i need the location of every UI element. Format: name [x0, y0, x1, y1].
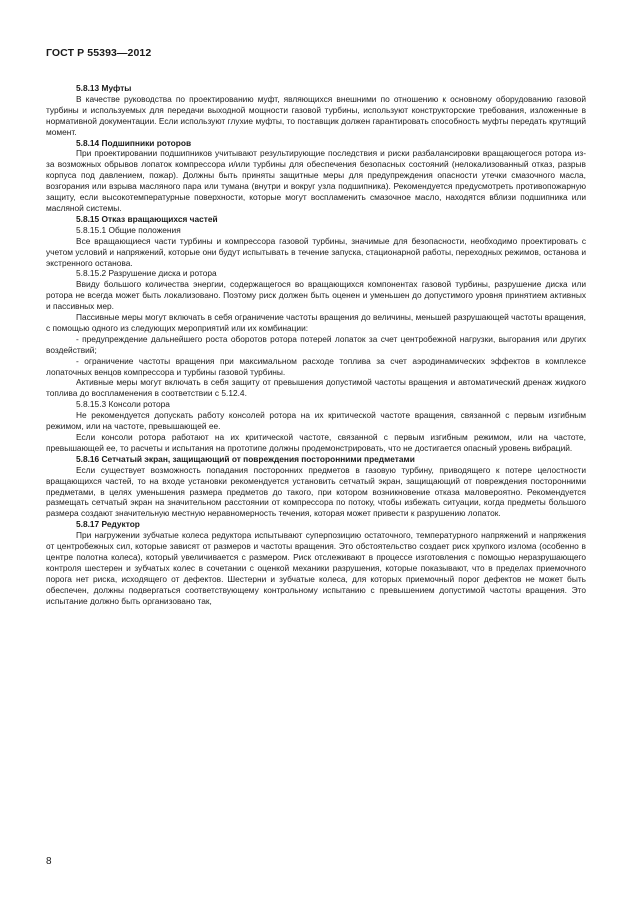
section-heading: 5.8.13 Муфты	[76, 83, 132, 93]
paragraph: Не рекомендуется допускать работу консолей ротора на их критической частоте вращения, связанной с первым изгибным режимом, или на частоте, превышающей ее.	[46, 410, 586, 432]
paragraph: Пассивные меры могут включать в себя ограничение частоты вращения до величины, меньшей разрушающей частоты вращения, с помощью одного из следующих мероприятий или их комбинации:	[46, 312, 586, 333]
paragraph: 5.8.15.3 Консоли ротора	[76, 399, 170, 410]
paragraph: Ввиду большого количества энергии, содержащегося во вращающихся компонентах газовой турбины, разрушение диска или ротора не всегда может быть локализовано. Поэтому риск должен быть оценен и уменьшен до допустимого уровня принятием активных и пассивных мер.	[46, 279, 586, 312]
section-heading: 5.8.16 Сетчатый экран, защищающий от повреждения посторонними предметами	[76, 453, 415, 464]
paragraph: При нагружении зубчатые колеса редуктора испытывают суперпозицию остаточного, температурного напряжений и напряжения от центробежных сил, которые зависят от размеров и частоты вращения. Это обстоятельство создает риск хрупкого излома (особенно в центре полотна колеса), который увеличивается с размером. Риск отслеживают в процессе изготовления с помощью неразрушающего контроля шестерен и зубчатых колес в сочетании с оценкой механики разрушения, которые показывают, что в пределах приемочного порога нет риска, исходящего от дефектов. Шестерни и зубчатые колеса, для которых приемочный порог дефектов не может быть обеспечен, должны подвергаться соответствующему контрольному испытанию с превышением допустимой частоты вращения. Это испытание должно быть организовано так,	[46, 530, 586, 606]
page-number: 8	[46, 856, 52, 867]
paragraph: - ограничение частоты вращения при максимальном расходе топлива за счет аэродинамических эффектов в комплексе лопаточных венцов компрессора и турбины газовой турбины.	[46, 355, 586, 377]
section-heading: 5.8.17 Редуктор	[76, 519, 140, 530]
paragraph: 5.8.15.2 Разрушение диска и ротора	[76, 268, 217, 279]
paragraph: Активные меры могут включать в себя защиту от превышения допустимой частоты вращения и автоматический дренаж жидкого топлива до воспламенения в соответствии с 5.12.4.	[46, 377, 586, 399]
paragraph: - предупреждение дальнейшего роста оборотов ротора потерей лопаток за счет центробежной нагрузки, выгорания или других воздействий;	[46, 333, 586, 355]
paragraph: Все вращающиеся части турбины и компрессора газовой турбины, значимые для безопасности, необходимо проектировать с учетом условий и напряжений, которые они будут испытывать в течение запуска, стационарной работы, переходных режимов, останова и экстренного останова.	[46, 235, 586, 268]
paragraph: 5.8.15.1 Общие положения	[76, 224, 181, 235]
section-heading: 5.8.15 Отказ вращающихся частей	[76, 213, 218, 224]
document-body	[46, 83, 586, 607]
document-header: ГОСТ Р 55393—2012	[46, 47, 152, 59]
paragraph: Если консоли ротора работают на их критической частоте, связанной с первым изгибным режимом, или на частоте, превышающей ее, то расчеты и испытания на прототипе должны продемонстрировать, что не достигается опасный уровень вибраций.	[46, 432, 586, 453]
paragraph: В качестве руководства по проектированию муфт, являющихся внешними по отношению к основному оборудованию газовой турбины и используемых для передачи выходной мощности газовой турбины, используют конструкторские требования, изложенные в нормативной документации. Если используют глухие муфты, то поставщик должен гарантировать способность муфты передать крутящий момент.	[46, 93, 586, 137]
paragraph: При проектировании подшипников учитывают результирующие последствия и риски разбалансировки вращающегося ротора из-за возможных обрывов лопаток компрессора и/или турбины для обеспечения безопасных состояний (нелокализованный отказ, разрыв корпуса под давлением, пожар). Должны быть приняты защитные меры для предупреждения опасности утечки смазочного масла, возгорания или взрыва масляного пара или тумана (внутри и вокруг узла подшипника). Рекомендуется предусмотреть противопожарную защиту, если высокотемпературные поверхности, которые могут воспламенить смазочное масло, находятся вблизи подшипника или масляной системы.	[46, 148, 586, 213]
paragraph: Если существует возможность попадания посторонних предметов в газовую турбину, приводящего к потере целостности вращающихся частей, то на входе установки рекомендуется установить сетчатый экран, защищающий от повреждения посторонними предметами, в целях уменьшения размера предметов до такого, при котором возникновение отказа маловероятно. Рекомендуется размещать сетчатый экран на значительном расстоянии от компрессора по потоку, чтобы избежать ситуации, когда предметы большого размера создают значительную местную неравномерность течения, которая может привести к разрушению лопаток.	[46, 464, 586, 519]
section-heading: 5.8.14 Подшипники роторов	[76, 137, 192, 148]
